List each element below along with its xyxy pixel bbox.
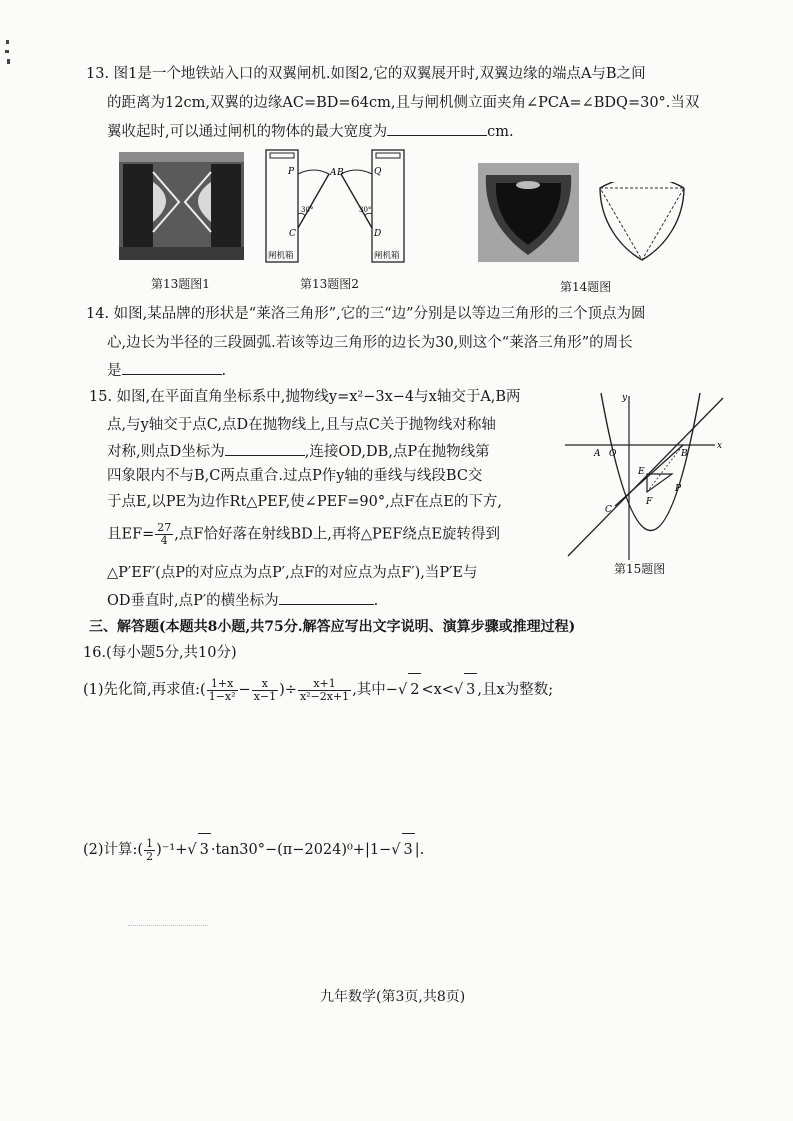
label-A: A: [330, 168, 337, 178]
q16-part2-frac: [144, 838, 155, 863]
label-x: x: [717, 441, 723, 451]
q13-line3-text: 翼收起时,可以通过闸机的物体的最大宽度为: [107, 124, 388, 140]
q15-line3-rest: ,连接OD,DB,点P在抛物线第: [304, 444, 490, 460]
q16-part2-sqrt3: 3: [198, 833, 211, 866]
q13-figure1-photo: [119, 152, 244, 260]
label-F: F: [646, 497, 653, 507]
label-D: D: [374, 229, 382, 239]
label-P: P: [288, 167, 295, 177]
q16-part2: (2)计算:( $\frac{1}{2}$ )⁻¹+√ 3 ·tan30°−(π−2024)⁰+|1−√ 3 |.: [83, 833, 424, 865]
q15-answer-blank-D: [225, 441, 305, 456]
q15-figure-diagram: [563, 388, 728, 563]
q16-frac1: [207, 678, 238, 703]
q13-figure2-diagram: [262, 148, 412, 266]
page-footer: 九年数学(第3页,共8页): [320, 989, 466, 1005]
q13-line1: 13. 图1是一个地铁站入口的双翼闸机.如图2,它的双翼展开时,双翼边缘的端点A与B之间: [86, 66, 646, 82]
q16-frac3: [298, 678, 351, 703]
q16-part2-frac-num: 1: [146, 836, 154, 850]
q13-line2: 的距离为12cm,双翼的边缘AC=BD=64cm,且与闸机侧立面夹角∠PCA=∠BDQ=30°.当双: [107, 95, 700, 111]
q16-frac1-den: 1−x²: [208, 689, 236, 703]
q16-frac1-num: 1+x: [207, 678, 238, 691]
q16-cond-c: ,且x为整数;: [477, 682, 554, 698]
label-C-axis: C: [605, 505, 612, 515]
label-y: y: [622, 393, 628, 403]
q15-line8-end: .: [373, 593, 379, 609]
q14-line3-end: .: [221, 363, 227, 379]
label-E: E: [638, 467, 645, 477]
q15-line6-text: 且EF=: [107, 526, 155, 543]
q15-line8-text: OD垂直时,点P′的横坐标为: [107, 593, 279, 609]
q16-part2-b: ·tan30°−(π−2024)⁰+|1−: [210, 842, 392, 858]
q16-part2-frac-den: 2: [146, 849, 154, 863]
q16-title: 16.(每小题5分,共10分): [83, 645, 237, 661]
q14-answer-blank: [122, 360, 222, 375]
label-angle-left: 30°: [301, 206, 314, 214]
label-C: C: [289, 229, 296, 239]
q15-figure-caption: 第15题图: [614, 562, 666, 576]
q14-figure-photo: [478, 163, 579, 262]
q15-line3-text: 对称,则点D坐标为: [107, 444, 225, 460]
q14-figure-caption: 第14题图: [560, 280, 612, 294]
q15-line4: 四象限内不与B,C两点重合.过点P作y轴的垂线与线段BC交: [107, 468, 483, 484]
label-Q: Q: [374, 167, 382, 177]
q14-line3-text: 是: [107, 363, 122, 379]
q14-line2: 心,边长为半径的三段圆弧.若该等边三角形的边长为30,则这个“莱洛三角形”的周长: [107, 335, 633, 351]
q16-part2-c: |.: [414, 842, 425, 858]
q15-ef-denominator: 4: [160, 534, 168, 547]
label-B-axis: B: [681, 449, 688, 459]
q15-line1: 15. 如图,在平面直角坐标系中,抛物线y=x²−3x−4与x轴交于A,B两: [89, 389, 521, 405]
q16-sqrt2: 2: [408, 673, 421, 706]
q16-cond-a: ,其中−: [352, 682, 398, 698]
q13-figure1-caption: 第13题图1: [151, 277, 210, 291]
q15-line3: [107, 441, 490, 462]
q15-ef-numerator: 27: [157, 521, 172, 534]
q16-divide: )÷: [279, 682, 297, 698]
q16-part2-a: )⁻¹+: [156, 842, 188, 858]
q16-frac2-den: x−1: [253, 689, 277, 703]
q16-frac2: [252, 678, 278, 703]
label-box-left: 闸机箱: [268, 251, 294, 261]
label-B: B: [337, 168, 344, 178]
q15-ef-fraction: [155, 522, 173, 547]
label-angle-right: 30°: [359, 206, 372, 214]
label-P-point: P: [675, 484, 682, 494]
label-box-right: 闸机箱: [374, 251, 400, 261]
q16-frac3-den: x²−2x+1: [299, 689, 350, 703]
q16-frac3-num: x+1: [298, 678, 351, 691]
label-O: O: [609, 449, 617, 459]
q15-line5: 于点E,以PE为边作Rt△PEF,使∠PEF=90°,点F在点E的下方,: [107, 494, 502, 510]
section3-heading: 三、解答题(本题共8小题,共75分.解答应写出文字说明、演算步骤或推理过程): [89, 619, 576, 635]
q13-figure2-caption: 第13题图2: [300, 277, 359, 291]
q14-line1: 14. 如图,某品牌的形状是“莱洛三角形”,它的三“边”分别是以等边三角形的三个顶点为圆: [86, 306, 646, 322]
label-A-axis: A: [594, 449, 601, 459]
scan-mark: [128, 925, 208, 927]
q15-answer-blank-P: [279, 590, 374, 605]
q14-reuleaux-triangle: [595, 182, 689, 266]
q15-line2: 点,与y轴交于点C,点D在抛物线上,且与点C关于抛物线对称轴: [107, 417, 496, 433]
q13-line3: [107, 121, 514, 142]
scan-edge-mark: [4, 38, 12, 78]
q16-part2-label: (2)计算:(: [83, 842, 144, 858]
q15-line8: [107, 590, 378, 611]
q13-unit: cm.: [487, 124, 514, 140]
q16-frac2-num: x: [252, 678, 278, 691]
q16-part1: (1)先化简,再求值:( $\frac{1+x}{\text{1−x²}}$ − $\frac{x}{x-1}$ )÷ $\frac{x+1}{\text{x²−2x+1}}$ ,其中−√ 2 <x<√ 3 ,且x为整数;: [83, 673, 553, 705]
q16-sqrt3: 3: [464, 673, 477, 706]
q16-part2-sqrt3b: 3: [402, 833, 415, 866]
q15-line6: [107, 522, 500, 547]
q15-line7: △P′EF′(点P的对应点为点P′,点F的对应点为点F′),当P′E与: [107, 565, 478, 581]
q15-line6-rest: ,点F恰好落在射线BD上,再将△PEF绕点E旋转得到: [174, 526, 500, 543]
q16-part1-label: (1)先化简,再求值:(: [83, 682, 206, 698]
q16-minus: −: [238, 682, 251, 698]
q14-line3: [107, 360, 226, 381]
q16-cond-b: <x<: [421, 682, 454, 698]
q13-answer-blank: [387, 121, 487, 136]
